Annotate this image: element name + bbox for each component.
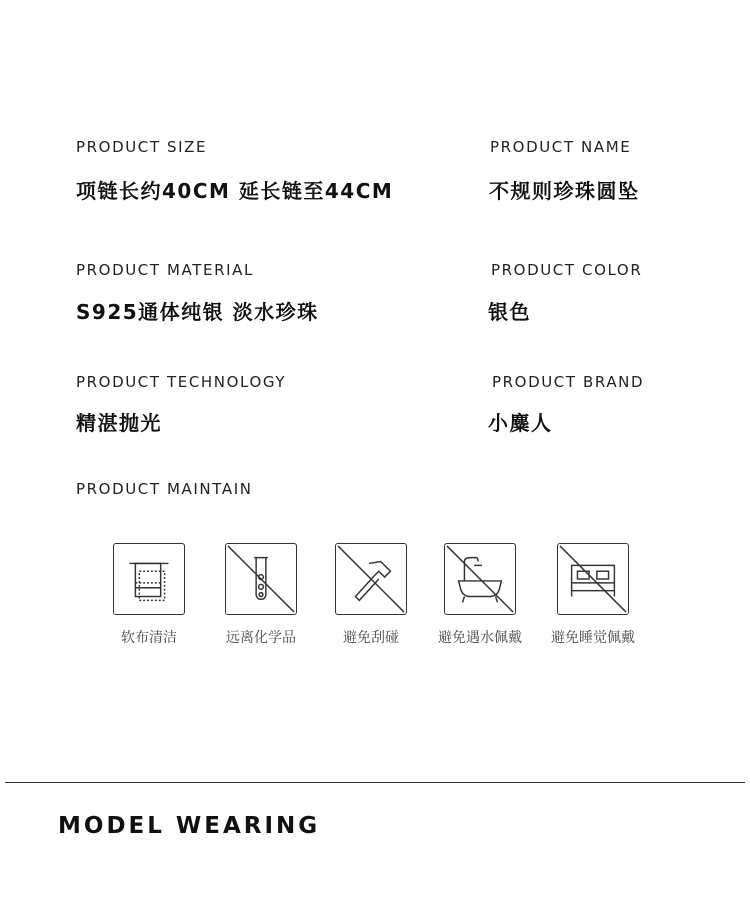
product-color-label: PRODUCT COLOR (491, 261, 643, 279)
product-size-value: 项链长约40CM 延长链至44CM (76, 179, 394, 203)
model-wearing-title: MODEL WEARING (58, 813, 321, 839)
care-label: 避免睡觉佩戴 (551, 630, 635, 646)
product-maintain-label: PRODUCT MAINTAIN (76, 480, 253, 498)
product-material-value: S925通体纯银 淡水珍珠 (76, 300, 319, 324)
product-name-label: PRODUCT NAME (490, 138, 632, 156)
care-item-no-sleep (538, 543, 648, 647)
towel-icon (113, 543, 185, 615)
product-brand-value: 小麋人 (488, 411, 553, 435)
care-label: 避免刮碰 (343, 630, 399, 646)
product-size-label: PRODUCT SIZE (76, 138, 208, 156)
product-material-label: PRODUCT MATERIAL (76, 261, 254, 279)
no-sleep-icon (557, 543, 629, 615)
product-brand-label: PRODUCT BRAND (492, 373, 645, 391)
product-technology-value: 精湛抛光 (76, 411, 162, 435)
product-technology-label: PRODUCT TECHNOLOGY (76, 373, 287, 391)
no-bath-icon (444, 543, 516, 615)
care-label: 软布清洁 (121, 630, 177, 646)
product-color-value: 银色 (488, 300, 531, 324)
section-divider (5, 782, 745, 783)
care-item-no-water (425, 543, 535, 647)
care-label: 远离化学品 (226, 630, 296, 646)
care-item-soft-cloth (94, 543, 204, 647)
care-item-no-chemicals (206, 543, 316, 647)
no-chemicals-icon (225, 543, 297, 615)
no-hammer-icon (335, 543, 407, 615)
care-item-no-scratch (316, 543, 426, 647)
care-label: 避免遇水佩戴 (438, 630, 522, 646)
product-name-value: 不规则珍珠圆坠 (489, 179, 640, 203)
